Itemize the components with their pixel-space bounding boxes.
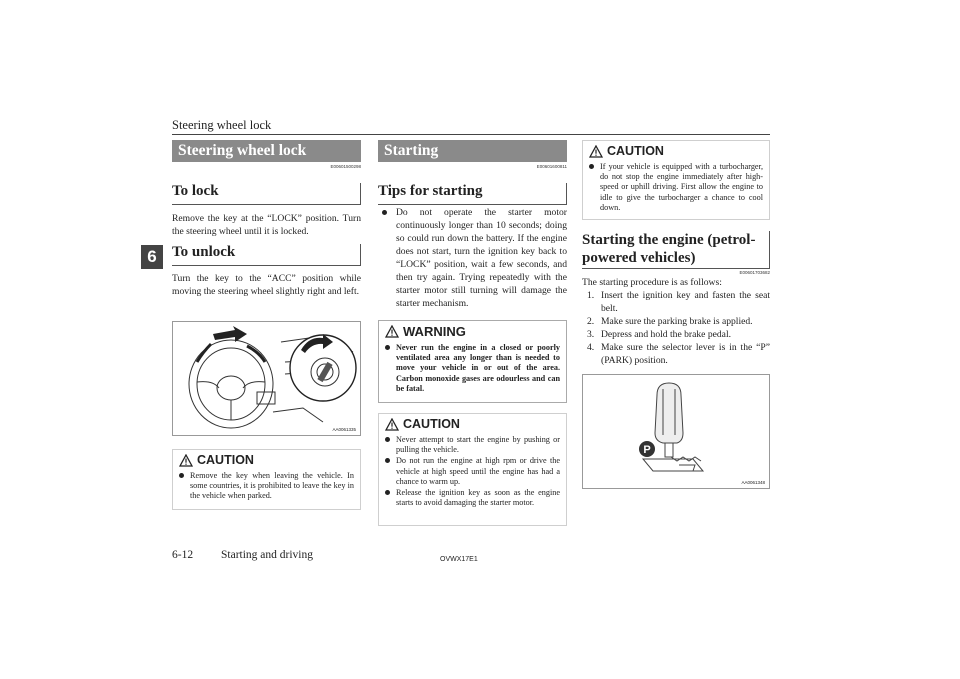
procedure-steps (582, 289, 770, 367)
steering-wheel-illustration (173, 322, 360, 435)
section-code: E00601500298 (330, 164, 361, 169)
list-item: Do not run the engine at high rpm or drive the vehicle at high speed until the engine has had a chance to warm up. (385, 456, 560, 487)
caution-title: CAUTION (403, 417, 460, 431)
warning-box (378, 320, 567, 403)
lock-paragraph: Remove the key at the “LOCK” position. Turn the steering wheel until it is locked. (172, 213, 361, 237)
caution-title: CAUTION (197, 453, 254, 467)
steering-lock-figure (172, 321, 361, 436)
caution-box (582, 140, 770, 220)
caution-list (173, 471, 360, 502)
tips-list (378, 206, 567, 311)
caution-heading (379, 414, 566, 431)
subheading-tips-for-starting (378, 183, 567, 205)
list-item: Never attempt to start the engine by pushing or pulling the vehicle. (385, 435, 560, 455)
section-code: E00601600811 (536, 164, 567, 169)
ignition-inset (290, 334, 356, 401)
warning-list (379, 343, 566, 394)
subheading-starting-engine (582, 231, 770, 269)
figure-code: AA0061335 (332, 427, 356, 432)
banner-title: Starting (384, 142, 439, 159)
section-code: E00601703682 (739, 270, 770, 275)
list-item: Release the ignition key as soon as the engine starts to avoid damaging the starter motor. (385, 488, 560, 508)
warning-triangle-icon (385, 325, 399, 338)
document-code: OVWX17E1 (440, 556, 478, 563)
chapter-tab: 6 (141, 245, 163, 269)
list-item: Never run the engine in a closed or poorly ventilated area any longer than is needed to move your vehicle in or out of the area. Carbon monoxide gases are odourless and can be fatal. (385, 343, 560, 394)
warning-triangle-icon (179, 454, 193, 467)
list-item: If your vehicle is equipped with a turbocharger, do not stop the engine immediately after high-speed or uphill driving. First allow the engine to idle to give the turbocharger a chance to cool down. (589, 162, 763, 213)
header-rule (172, 134, 770, 135)
subheading-text: Tips for starting (378, 183, 483, 199)
caution-box (378, 413, 567, 526)
caution-list (379, 435, 566, 508)
caution-list (583, 162, 769, 213)
warning-heading (379, 321, 566, 339)
unlock-paragraph: Turn the key to the “ACC” position while moving the steering wheel slightly right and left. (172, 273, 361, 297)
running-head: Steering wheel lock (172, 118, 272, 132)
page-number: 6-12 (172, 549, 194, 561)
caution-heading (173, 450, 360, 467)
selector-lever-figure (582, 374, 770, 489)
list-item: 3. Depress and hold the brake pedal. (587, 329, 732, 340)
caution-title: CAUTION (607, 144, 664, 158)
park-label: P (643, 444, 651, 456)
section-banner-steering-lock (172, 140, 361, 162)
subheading-text: To lock (172, 183, 219, 199)
warning-triangle-icon (589, 145, 603, 158)
figure-code: AA0061348 (741, 480, 765, 485)
banner-title: Steering wheel lock (178, 142, 307, 159)
subheading-text: Starting the engine (petrol-powered vehicles) (582, 232, 756, 266)
caution-heading (583, 141, 769, 158)
caution-box (172, 449, 361, 510)
list-item: 4. Make sure the selector lever is in the “P” (PARK) position. (587, 342, 770, 366)
list-item: 2. Make sure the parking brake is applied. (587, 316, 753, 327)
section-banner-starting (378, 140, 567, 162)
list-item: Remove the key when leaving the vehicle. In some countries, it is prohibited to leave the key in the vehicle when parked. (179, 471, 354, 502)
subheading-to-lock (172, 183, 361, 205)
procedure-intro: The starting procedure is as follows: (582, 277, 722, 288)
list-item: 1. Insert the ignition key and fasten the seat belt. (587, 290, 770, 314)
list-item: Do not operate the starter motor continuously longer than 10 seconds; doing so could run down the battery. If the engine does not start, turn the ignition key back to “LOCK” position, wait a few seconds, and then try again. Trying repeatedly with the starter motor still turning will damage the starter mechanism. (378, 206, 567, 310)
warning-triangle-icon (385, 418, 399, 431)
footer-section-title: Starting and driving (221, 549, 313, 561)
subheading-text: To unlock (172, 244, 236, 260)
warning-title: WARNING (403, 324, 466, 339)
selector-lever-illustration (583, 375, 769, 488)
subheading-to-unlock (172, 244, 361, 266)
